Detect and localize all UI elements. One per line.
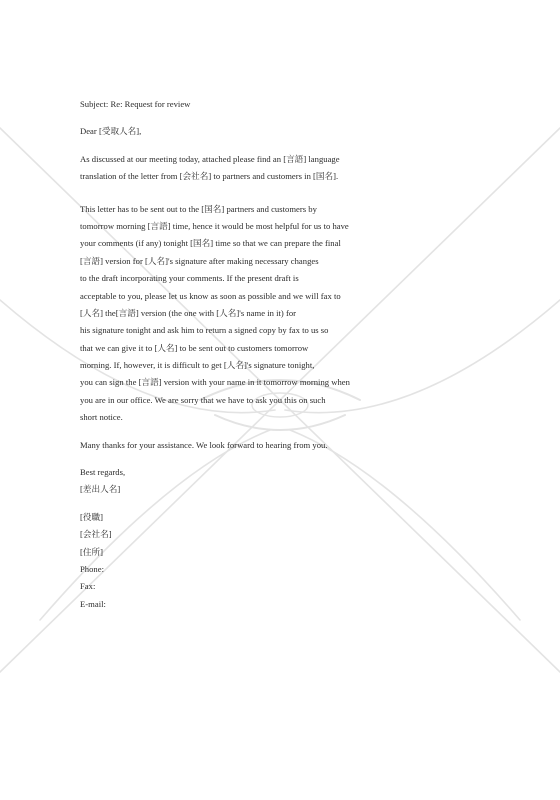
paragraph-2 <box>80 201 480 427</box>
signature-title: [役職] <box>80 511 103 522</box>
sender-name: [差出人名] <box>80 484 121 495</box>
signature-block <box>80 509 480 613</box>
signature-fax: Fax: <box>80 581 96 592</box>
salutation: Dear [受取人名], <box>80 126 142 137</box>
closing: Best regards, <box>80 467 126 478</box>
paragraph-line: you can sign the [言語] version with your name in it tomorrow morning when <box>80 377 350 388</box>
subject-line: Subject: Re: Request for review <box>80 99 191 109</box>
signature-address: [住所] <box>80 546 103 557</box>
paragraph-line: you are in our office. We are sorry that we have to ask you this on such <box>80 394 326 405</box>
paragraph-line: that we can give it to [人名] to be sent out to customers tomorrow <box>80 342 309 353</box>
paragraph-3: Many thanks for your assistance. We look forward to hearing from you. <box>80 439 328 450</box>
paragraph-line: translation of the letter from [会社名] to partners and customers in [国名]. <box>80 171 339 182</box>
paragraph-line: morning. If, however, it is difficult to get [人名]'s signature tonight, <box>80 360 315 371</box>
paragraph-line: your comments (if any) tonight [国名] time so that we can prepare the final <box>80 238 341 249</box>
signature-phone: Phone: <box>80 563 104 574</box>
paragraph-line: [人名] the[言語] version (the one with [人名]'s name in it) for <box>80 307 297 318</box>
paragraph-line: short notice. <box>80 412 123 423</box>
paragraph-line: tomorrow morning [言語] time, hence it would be most helpful for us to have <box>80 220 349 231</box>
paragraph-line: This letter has to be sent out to the [国名] partners and customers by <box>80 203 317 214</box>
signature-company: [会社名] <box>80 529 112 540</box>
paragraph-line: [言語] version for [人名]'s signature after making necessary changes <box>80 255 319 266</box>
paragraph-line: As discussed at our meeting today, attached please find an [言語] language <box>80 153 340 164</box>
paragraph-1 <box>80 151 480 186</box>
paragraph-line: his signature tonight and ask him to return a signed copy by fax to us so <box>80 325 329 336</box>
paragraph-line: acceptable to you, please let us know as soon as possible and we will fax to <box>80 290 341 301</box>
paragraph-line: to the draft incorporating your comments. If the present draft is <box>80 273 299 284</box>
signature-email: E-mail: <box>80 598 106 609</box>
letter-body <box>80 96 480 613</box>
